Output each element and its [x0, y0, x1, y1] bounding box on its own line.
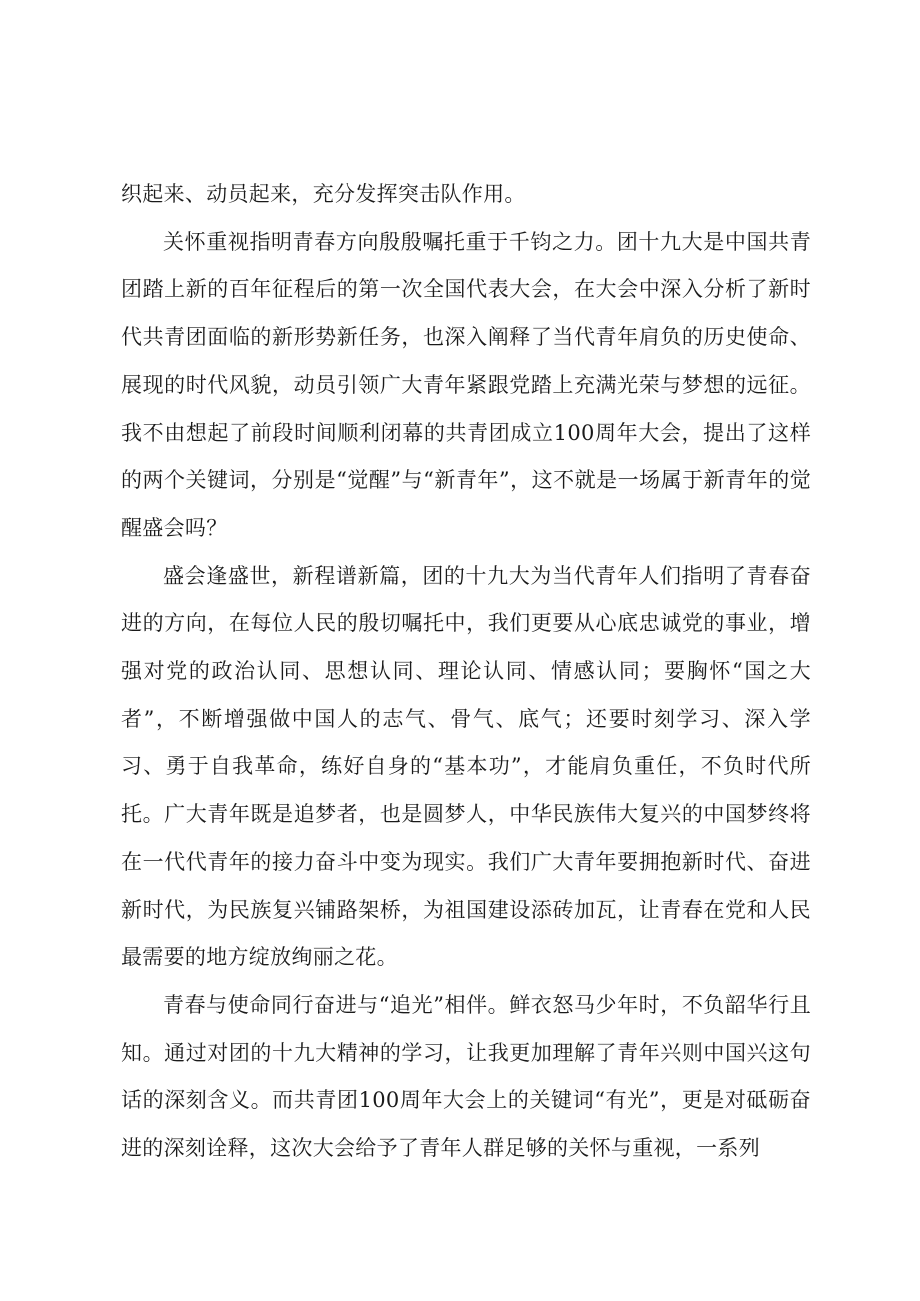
body-text: [121, 171, 811, 1173]
paragraph-grand-meeting: 盛会逢盛世，新程谱新篇，团的十九大为当代青年人们指明了青春奋进的方向，在每位人民的殷切嘱托中，我们更要从心底忠诚党的事业，增强对党的政治认同、思想认同、理论认同、情感认同；要胸怀“国之大者”，不断增强做中国人的志气、骨气、底气；还要时刻学习、深入学习、勇于自我革命，练好自身的“基本功”，才能肩负重任，不负时代所托。广大青年既是追梦者，也是圆梦人，中华民族伟大复兴的中国梦终将在一代代青年的接力奋斗中变为现实。我们广大青年要拥抱新时代、奋进新时代，为民族复兴铺路架桥，为祖国建设添砖加瓦，让青春在党和人民最需要的地方绽放绚丽之花。: [121, 563, 811, 970]
paragraph-continued: 织起来、动员起来，充分发挥突击队作用。: [121, 182, 526, 206]
paragraph-care-and-guidance: 关怀重视指明青春方向殷殷嘱托重于千钧之力。团十九大是中国共青团踏上新的百年征程后的第一次全国代表大会，在大会中深入分析了新时代共青团面临的新形势新任务，也深入阐释了当代青年肩负的历史使命、展现的时代风貌，动员引领广大青年紧跟党踏上充满光荣与梦想的远征。我不由想起了前段时间顺利闭幕的共青团成立100周年大会，提出了这样的两个关键词，分别是“觉醒”与“新青年”，这不就是一场属于新青年的觉醒盛会吗？: [121, 229, 811, 540]
paragraph-youth-and-mission: 青春与使命同行奋进与“追光”相伴。鲜衣怒马少年时，不负韶华行且知。通过对团的十九大精神的学习，让我更加理解了青年兴则中国兴这句话的深刻含义。而共青团100周年大会上的关键词“有光”，更是对砥砺奋进的深刻诠释，这次大会给予了青年人群足够的关怀与重视，一系列: [121, 992, 811, 1161]
